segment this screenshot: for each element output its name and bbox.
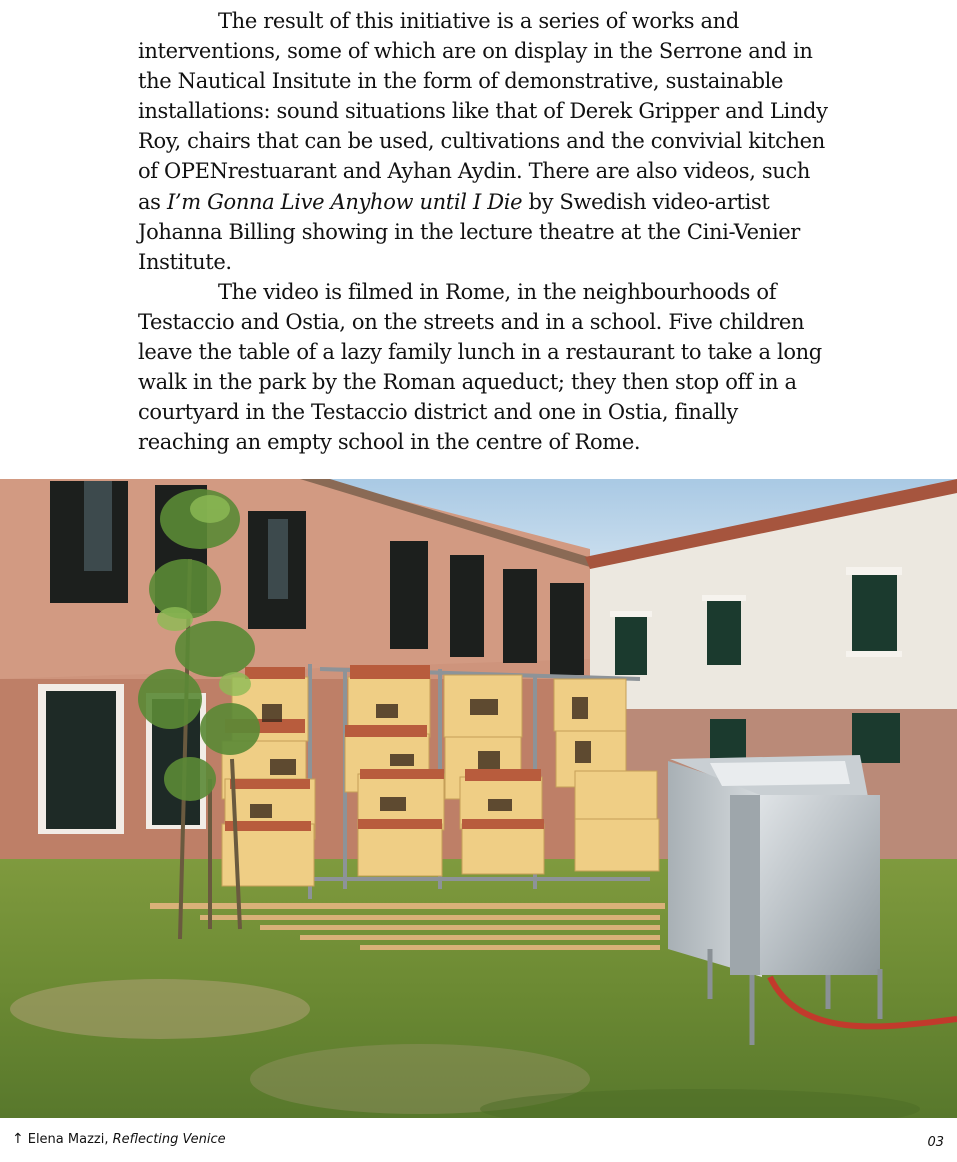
paragraph-1 <box>138 6 828 277</box>
paragraph-2: The video is filmed in Rome, in the neighbourhoods of Testaccio and Ostia, on the streets and in a school. Five children leave the table of a lazy family lunch in a restaurant to take a long walk in the park by the Roman aqueduct; they then stop off in a courtyard in the Testaccio district and one in Ostia, finally reaching an empty school in the centre of Rome. <box>138 279 822 455</box>
caption-artist: Elena Mazzi, <box>27 1132 109 1147</box>
paragraph-1-text-b: by Swedish video-artist Johanna Billing showing in the lecture theatre at the Cini-Venier Institute. <box>138 189 800 274</box>
page-number: 03 <box>927 1135 944 1150</box>
arrow-up-icon: ↑ <box>12 1131 24 1147</box>
body-text <box>138 6 828 457</box>
video-title: I’m Gonna Live Anyhow until I Die <box>166 189 523 214</box>
paragraph-1-text-a: The result of this initiative is a series of works and interventions, some of which are on display in the Serrone and in the Nautical Insitute in the form of demonstrative, sustainable installations: sound situations like that of Derek Gripper and Lindy Roy, chairs that can be used, cultivations and the convivial kitchen of OPENrestuarant and Ayhan Aydin. There are also videos, such as <box>138 9 828 214</box>
photo-illustration <box>0 479 957 1118</box>
installation-photo <box>0 479 957 1118</box>
caption-work-title: Reflecting Venice <box>112 1132 226 1147</box>
photo-caption <box>12 1131 226 1147</box>
